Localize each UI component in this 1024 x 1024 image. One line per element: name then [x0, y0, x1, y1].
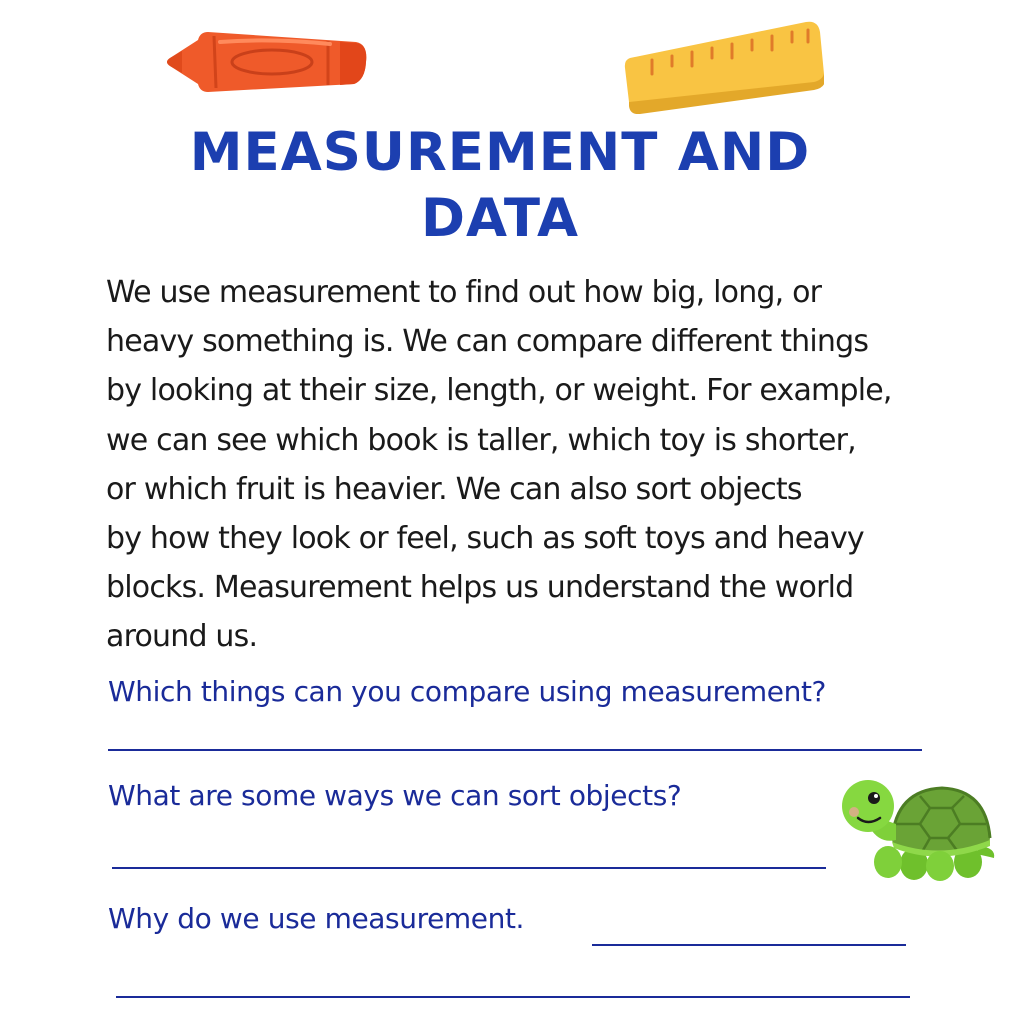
- paragraph-line: blocks. Measurement helps us understand the world: [106, 570, 854, 606]
- crayon-icon: [160, 22, 370, 102]
- paragraph-line: we can see which book is taller, which toy is shorter,: [106, 422, 856, 458]
- answer-line-1[interactable]: [108, 749, 922, 751]
- turtle-icon: [840, 768, 1000, 886]
- paragraph-line: by looking at their size, length, or weight. For example,: [106, 373, 892, 409]
- question-2: What are some ways we can sort objects?: [108, 779, 682, 812]
- question-3: Why do we use measurement.: [108, 902, 525, 935]
- title-line-1: MEASUREMENT AND: [189, 122, 811, 183]
- question-1: Which things can you compare using measurement?: [108, 675, 827, 708]
- title-line-2: DATA: [421, 188, 579, 249]
- ruler-icon: [622, 18, 824, 114]
- paragraph-line: We use measurement to find out how big, long, or: [106, 275, 822, 310]
- paragraph-line: by how they look or feel, such as soft toys and heavy: [106, 521, 864, 557]
- intro-paragraph: [106, 268, 986, 662]
- answer-line-2[interactable]: [112, 867, 826, 869]
- page-title: [0, 120, 1000, 252]
- paragraph-line: or which fruit is heavier. We can also sort objects: [106, 471, 802, 507]
- paragraph-line: heavy something is. We can compare different things: [106, 324, 869, 360]
- answer-line-4[interactable]: [116, 996, 910, 998]
- paragraph-line: around us.: [106, 619, 258, 655]
- answer-line-3[interactable]: [592, 944, 906, 946]
